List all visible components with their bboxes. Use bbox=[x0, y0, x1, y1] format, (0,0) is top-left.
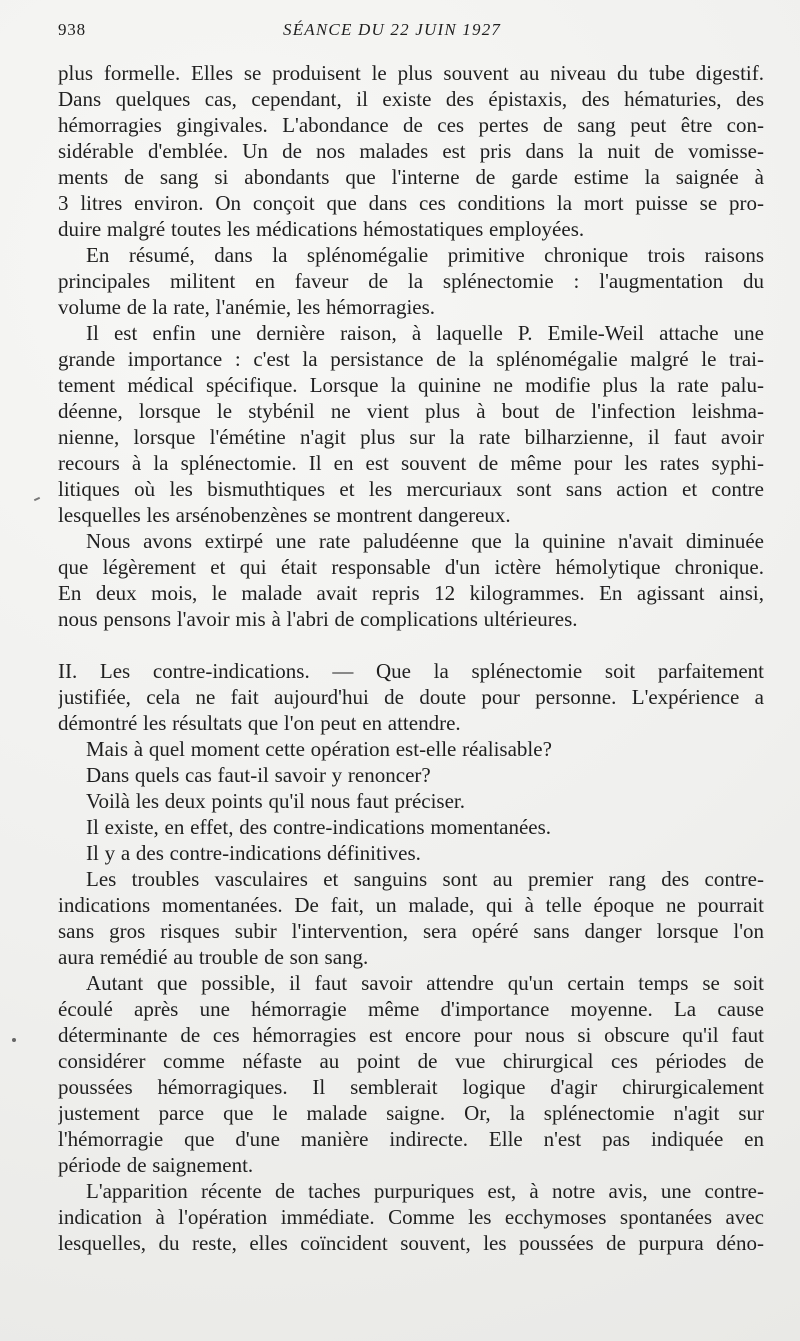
text-line: Autant que possible, il faut savoir attendre qu'un certain temps se soit bbox=[86, 971, 764, 995]
text-line: période de saignement. bbox=[58, 1153, 254, 1177]
text-line: Mais à quel moment cette opération est-elle réalisable? bbox=[86, 737, 552, 761]
page-number: 938 bbox=[58, 20, 86, 39]
text-line: duire malgré toutes les médications hémostatiques employées. bbox=[58, 217, 585, 241]
text-line: considérer comme néfaste au point de vue chirurgical ces périodes de bbox=[58, 1049, 764, 1073]
text-line: déenne, lorsque le stybénil ne vient plus à bout de l'infection leishma- bbox=[58, 399, 764, 423]
text-line: sans gros risques subir l'intervention, sera opéré sans danger lorsque l'on bbox=[58, 919, 764, 943]
text-line: tement médical spécifique. Lorsque la quinine ne modifie plus la rate palu- bbox=[58, 373, 764, 397]
text-line: justement parce que le malade saigne. Or, la splénectomie n'agit sur bbox=[58, 1101, 764, 1125]
margin-dot bbox=[12, 1038, 16, 1042]
text-line: L'apparition récente de taches purpuriques est, à notre avis, une contre- bbox=[86, 1179, 764, 1203]
text-line: hémorragies gingivales. L'abondance de ces pertes de sang peut être con- bbox=[58, 113, 764, 137]
text-line: nous pensons l'avoir mis à l'abri de complications ultérieures. bbox=[58, 607, 578, 631]
page-header bbox=[58, 20, 758, 48]
text-line: Il existe, en effet, des contre-indications momentanées. bbox=[86, 815, 552, 839]
body-text bbox=[58, 60, 764, 1256]
text-line: déterminante de ces hémorragies est encore pour nous si obscure qu'il faut bbox=[58, 1023, 764, 1047]
paragraph-gap bbox=[58, 632, 764, 658]
text-line: En deux mois, le malade avait repris 12 kilogrammes. En agissant ainsi, bbox=[58, 581, 764, 605]
text-line: que légèrement et qui était responsable d'un ictère hémolytique chronique. bbox=[58, 555, 764, 579]
text-line: plus formelle. Elles se produisent le plus souvent au niveau du tube digestif. bbox=[58, 61, 764, 85]
running-title: SÉANCE DU 22 JUIN 1927 bbox=[283, 20, 502, 39]
text-line: justifiée, cela ne fait aujourd'hui de doute pour personne. L'expérience a bbox=[58, 685, 764, 709]
text-line: Il est enfin une dernière raison, à laquelle P. Emile-Weil attache une bbox=[86, 321, 764, 345]
text-line: Dans quelques cas, cependant, il existe des épistaxis, des hématuries, des bbox=[58, 87, 764, 111]
text-line: En résumé, dans la splénomégalie primitive chronique trois raisons bbox=[86, 243, 764, 267]
text-line: Dans quels cas faut-il savoir y renoncer? bbox=[86, 763, 431, 787]
text-line: volume de la rate, l'anémie, les hémorragies. bbox=[58, 295, 436, 319]
text-line: écoulé après une hémorragie même d'importance moyenne. La cause bbox=[58, 997, 764, 1021]
text-line: ments de sang si abondants que l'interne de garde estime la saignée à bbox=[58, 165, 764, 189]
text-line: 3 litres environ. On conçoit que dans ces conditions la mort puisse se pro- bbox=[58, 191, 764, 215]
text-line: sidérable d'emblée. Un de nos malades est pris dans la nuit de vomisse- bbox=[58, 139, 764, 163]
text-line: indications momentanées. De fait, un malade, qui à telle époque ne pourrait bbox=[58, 893, 764, 917]
text-line: Nous avons extirpé une rate paludéenne que la quinine n'avait diminuée bbox=[86, 529, 764, 553]
text-line: aura remédié au trouble de son sang. bbox=[58, 945, 369, 969]
section-heading-line: II. Les contre-indications. — Que la splénectomie soit parfaitement bbox=[58, 659, 764, 683]
text-line: recours à la splénectomie. Il en est souvent de même pour les rates syphi- bbox=[58, 451, 764, 475]
text-line: indication à l'opération immédiate. Comme les ecchymoses spontanées avec bbox=[58, 1205, 764, 1229]
text-line: poussées hémorragiques. Il semblerait logique d'agir chirurgicalement bbox=[58, 1075, 764, 1099]
text-line: Il y a des contre-indications définitives. bbox=[86, 841, 421, 865]
text-line: grande importance : c'est la persistance de la splénomégalie malgré le trai- bbox=[58, 347, 764, 371]
text-line: démontré les résultats que l'on peut en attendre. bbox=[58, 711, 461, 735]
text-line: nienne, lorsque l'émétine n'agit plus sur la rate bilharzienne, il faut avoir bbox=[58, 425, 764, 449]
text-line: lesquelles, du reste, elles coïncident souvent, les poussées de purpura déno- bbox=[58, 1231, 764, 1255]
text-line: principales militent en faveur de la splénectomie : l'augmentation du bbox=[58, 269, 764, 293]
margin-mark bbox=[34, 497, 40, 501]
text-line: l'hémorragie que d'une manière indirecte. Elle n'est pas indiquée en bbox=[58, 1127, 764, 1151]
text-line: lesquelles les arsénobenzènes se montrent dangereux. bbox=[58, 503, 511, 527]
text-line: litiques où les bismuthtiques et les mercuriaux sont sans action et contre bbox=[58, 477, 764, 501]
text-line: Voilà les deux points qu'il nous faut préciser. bbox=[86, 789, 466, 813]
text-line: Les troubles vasculaires et sanguins sont au premier rang des contre- bbox=[86, 867, 764, 891]
